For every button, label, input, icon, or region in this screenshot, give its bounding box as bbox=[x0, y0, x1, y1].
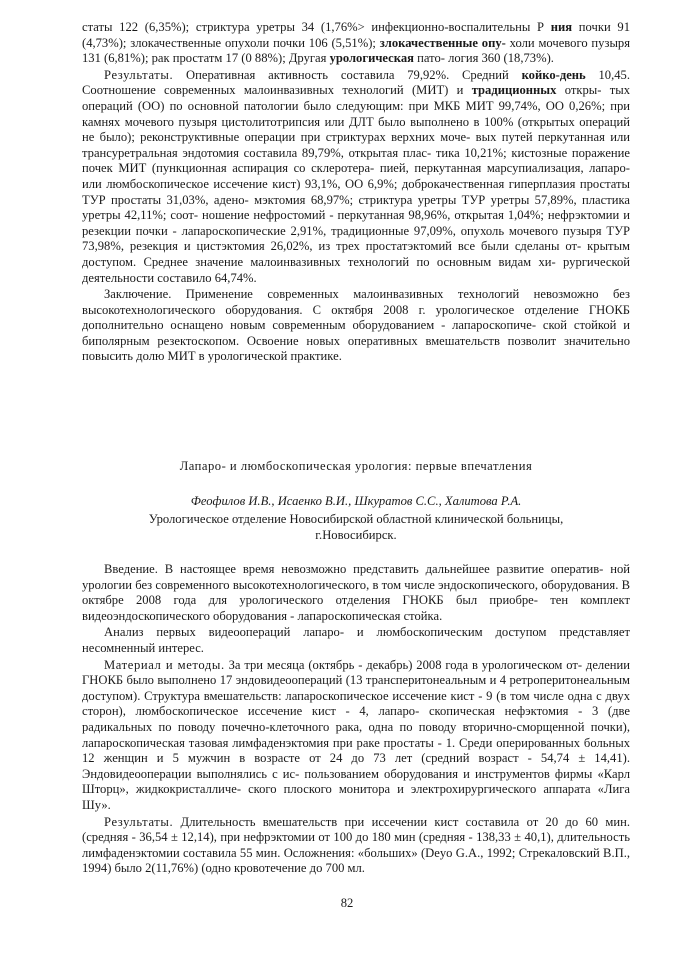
text-run-bold: традиционных bbox=[471, 83, 557, 98]
text-run: статы 122 (6,35%); стриктура уретры 34 (1,76%> инфекционно-воспалительны Р bbox=[82, 20, 545, 34]
text-block-article bbox=[82, 562, 630, 877]
section-label: Результаты. bbox=[104, 67, 174, 82]
text-run: За три месяца (октябрь - декабрь) 2008 года в урологическом от- делении ГНОКБ было выполнено 17 эндовидеоопераций (13 трансперитонеальным и 4 ретроперитонеальным доступом). Структура вмешательств: лапароскопическое иссечение кист - 9 (в том числе одна с двух сторон), люмбоскопическое иссечение кист - 4, лапаро- скопическая нефэктомия - 3 (две радикальных по поводу почечно-клеточного рака, одна по поводу вторично-сморщенной почки), лапароскопическая тазовая лимфаденэктомия при раке простаты - 1. Среди оперированных больных 12 женщин и 5 мужчин в возрасте от 24 до 73 лет (средний возраст - 54,74 ± 14,41). Эндовидеооперации выполнялись с ис- пользованием оборудования и инструментов фирмы «Карл Шторц», жидкокристалличе- ского плоского монитора и электрохирургического аппарата «Лига Шу». bbox=[82, 657, 630, 812]
text-run: почки 91 (4,73%); злокачественные опухоли почки 106 (5,51%); bbox=[82, 20, 630, 50]
paragraph-statistics bbox=[82, 20, 630, 67]
paragraph-introduction: Введение. В настоящее время невозможно представить дальнейшее развитие оператив- ной урологии без современного высокотехнологического, в том числе эндоскопического, оборудования. В октябре 2008 года для урологического отделения ГНОКБ был приобре- тен комплект видеоэндоскопического оборудования - лапароскопическая стойка. bbox=[82, 562, 630, 623]
text-run-bold: злокачественные опу- bbox=[379, 35, 506, 50]
paragraph-results bbox=[82, 68, 630, 286]
page-number: 82 bbox=[340, 896, 354, 910]
section-label: Материал и методы. bbox=[104, 657, 225, 672]
paragraph-methods bbox=[82, 658, 630, 814]
paragraph-conclusion: Заключение. Применение современных малоинвазивных технологий невозможно без высокотехнологического оборудования. С октября 2008 г. урологическое отделение ГНОКБ дополнительно оснащено новым современным оборудованием - лапароскопиче- ской стойкой и биполярным резектоскопом. Освоение новых оперативных вмешательств позволит значительно повысить долю МИТ в урологической практике. bbox=[82, 287, 630, 364]
article-authors: Феофилов И.В., Исаенко В.И., Шкуратов С.С., Халитова Р.А. bbox=[190, 494, 522, 508]
article-title: Лапаро- и люмбоскопическая урология: первые впечатления bbox=[179, 459, 533, 473]
text-run: 10,45. Соотношение современных малоинвазивных технологий (МИТ) и bbox=[82, 67, 630, 98]
text-run-bold: койко-день bbox=[521, 67, 586, 82]
paragraph-results-2 bbox=[82, 815, 630, 877]
text-run-bold: урологическая bbox=[329, 51, 414, 66]
article-affiliation-line2: г.Новосибирск. bbox=[315, 528, 397, 542]
text-run: холи мочевого пузыря 131 (6,81%); рак простатм 17 (0 88%); Другая bbox=[82, 35, 630, 66]
text-run: откры- тых операций (ОО) по основной патологии было следующим: при МКБ МИТ 99,74%, ОО 0,26%; при камнях мочевого пузыря цистолитотрипсия или ДЛТ было выполнено в 100% (открытых операций не было); реконструктивные операции при стриктурах верхних моче- вых путей перкутанная или трансуретральная эндотомия составила 89,79%, открытая плас- тика 10,21%; кистозные поражение почек МИТ (пункционная аспирация со склеротера- пией, перкутанная марсупиализация, лапаро- или люмбоскопическое иссечение кист) 93,1%, ОО 6,9%; доброкачественная гиперплазия простаты ТУР простаты 31,03%, адено- мэктомия 68,97%; стриктура уретры ТУР уретры 57,89%, пластика уретры 42,11%; соот- ношение нефростомий - перкутанная 98,96%, открытая 1,04%; нефрэктомии и резекции почки - лапароскопические 2,91%, традиционные 97,09%, опухоль мочевого пузыря ТУР 73,98%, резекция и цистэктомия 26,02%, из трех простатэктомий все были сделаны от- крытым доступом. Среднее значение малоинвазивных технологий по основным видам хи- рургической деятельности составило 64,74%. bbox=[82, 83, 630, 285]
text-run-bold: ния bbox=[550, 20, 573, 34]
text-run: пато- логия 360 (18,73%). bbox=[413, 51, 554, 66]
text-run: Оперативная активность составила 79,92%. Средний bbox=[173, 67, 522, 82]
article-affiliation-line1: Урологическое отделение Новосибирской областной клинической больницы, bbox=[148, 512, 564, 526]
text-block-top bbox=[82, 20, 630, 365]
text-run: Длительность вмешательств при иссечении кист составила от 20 до 60 мин. (средняя - 36,54 ± 12,14), при нефрэктомии от 100 до 180 мин (средняя - 138,33 ± 40,1), длительность лимфаденэктомии составила 55 мин. Осложнения: «больших» (Deyo G.A., 1992; Стрекаловский В.П., 1994) было 2(11,76%) (одно кровотечение до 700 мл. bbox=[82, 814, 630, 876]
paragraph-analysis: Анализ первых видеоопераций лапаро- и люмбоскопическим доступом представляет несомненный интерес. bbox=[82, 625, 630, 655]
section-label: Результаты. bbox=[104, 814, 174, 829]
